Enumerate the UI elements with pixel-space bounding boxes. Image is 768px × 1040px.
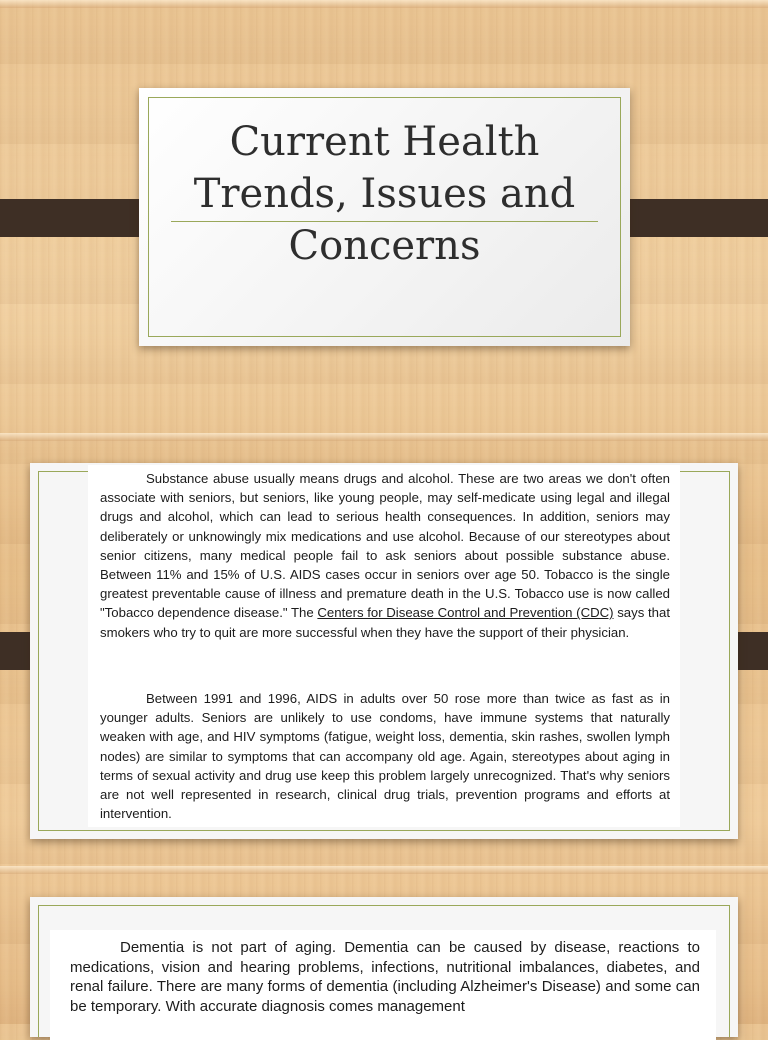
cdc-link[interactable]: Centers for Disease Control and Prevention (CDC)	[317, 605, 614, 621]
wood-band	[0, 866, 768, 874]
slide-2-substance-abuse[interactable]	[30, 463, 738, 839]
dementia-paragraph: Dementia is not part of aging. Dementia can be caused by disease, reactions to medications, vision and hearing problems, infections, nutritional imbalances, diabetes, and renal failure. There are many forms of dementia (including Alzheimer's Disease) and some can be temporary. With accurate diagnosis comes management	[70, 939, 700, 1015]
paragraph-text: says that smokers who try to quit are more successful when they have the support of their physician.	[100, 605, 670, 640]
slide-1-right-bar	[613, 199, 768, 237]
slide-title: Current Health Trends, Issues and Concerns	[193, 119, 576, 269]
paragraph-text: Substance abuse usually means drugs and alcohol. These are two areas we don't often associate with seniors, but seniors, like young people, may self-medicate using legal and illegal drugs and alcohol, which can lead to serious health consequences. In addition, seniors may deliberately or unknowingly mix medications and use alcohol. Because of our stereotypes about senior citizens, many medical people fail to ask seniors about possible substance abuse. Between 11% and 15% of U.S. AIDS cases occur in seniors over age 50. Tobacco is the single greatest preventable cause of illness and premature death in the U.S. Tobacco use is now called "Tobacco dependence disease." The	[100, 471, 670, 621]
slide-1-left-bar	[0, 199, 155, 237]
wood-band	[0, 433, 768, 441]
slide-1-title-slide[interactable]	[139, 88, 630, 346]
substance-abuse-paragraph	[100, 469, 670, 642]
aids-paragraph: Between 1991 and 1996, AIDS in adults over 50 rose more than twice as fast as in younger adults. Seniors are unlikely to use condoms, have immune systems that naturally weaken with age, and HIV symptoms (fatigue, weight loss, dementia, skin rashes, swollen lymph nodes) are similar to symptoms that can accompany old age. Again, stereotypes about aging in terms of sexual activity and drug use keep this problem largely unrecognized. That's why seniors are not well represented in research, clinical drug trials, prevention programs and efforts at intervention.	[100, 691, 670, 822]
slide-3-dementia[interactable]	[30, 897, 738, 1037]
wood-band	[0, 0, 768, 8]
scanned-text-image	[88, 465, 680, 827]
